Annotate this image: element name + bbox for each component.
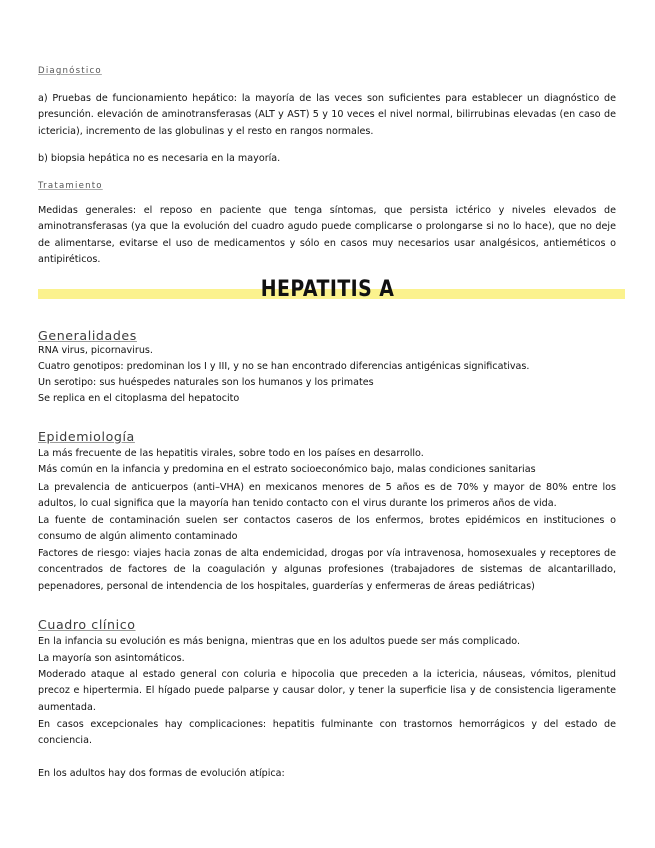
generalidades-heading: Generalidades — [38, 328, 137, 343]
generalidades-line-3: Un serotipo: sus huéspedes naturales son los humanos y los primates — [38, 377, 374, 388]
epidemiologia-paragraph-4: La fuente de contaminación suelen ser contactos caseros de los enfermos, brotes epidémicos en instituciones o consumo de algún alimento contaminado — [38, 515, 616, 543]
epidemiologia-heading: Epidemiología — [38, 429, 135, 444]
epidemiologia-paragraph-5: Factores de riesgo: viajes hacia zonas de alta endemicidad, drogas por vía intravenosa, homosexuales y receptores de concentrados de factores de la coagulación y algunas profesiones (trabajadores de sistemas de alcantarillado, pepenadores, personal de intendencia de los hospitales, guarderías y enfermeras de áreas pediátricas) — [38, 548, 616, 592]
generalidades-line-2: Cuatro genotipos: predominan los I y III, y no se han encontrado diferencias antigénicas significativas. — [38, 361, 530, 372]
generalidades-line-4: Se replica en el citoplasma del hepatocito — [38, 393, 240, 404]
page-title: HEPATITIS A — [260, 277, 395, 302]
epidemiologia-line-1: La más frecuente de las hepatitis virales, sobre todo en los países en desarrollo. — [38, 448, 424, 459]
diagnostico-paragraph-b: b) biopsia hepática no es necesaria en la mayoría. — [38, 153, 281, 164]
cuadro-paragraph-4: En casos excepcionales hay complicaciones: hepatitis fulminante con trastornos hemorrágicos y del estado de conciencia. — [38, 719, 616, 747]
cuadro-paragraph-3: Moderado ataque al estado general con coluria e hipocolia que preceden a la ictericia, náuseas, vómitos, plenitud precoz e hipertermia. El hígado puede palparse y causar dolor, y tener la superficie lisa y de consistencia ligeramente aumentada. — [38, 669, 616, 713]
tratamiento-paragraph: Medidas generales: el reposo en paciente que tenga síntomas, que persista ictérico y niveles elevados de aminotransferasas (ya que la evolución del cuadro agudo puede complicarse o prolongarse si no lo hace), que no deje de alimentarse, evitarse el uso de medicamentos y sólo en casos muy necesarios usar analgésicos, antieméticos o antipiréticos. — [38, 205, 616, 265]
cuadro-clinico-heading: Cuadro clínico — [38, 617, 136, 632]
cuadro-line-1: En la infancia su evolución es más benigna, mientras que en los adultos puede ser más complicado. — [38, 636, 521, 647]
diagnostico-heading: Diagnóstico — [38, 66, 102, 76]
tratamiento-heading: Tratamiento — [38, 181, 103, 191]
generalidades-line-1: RNA virus, picornavirus. — [38, 345, 153, 356]
epidemiologia-paragraph-3: La prevalencia de anticuerpos (anti–VHA) en mexicanos menores de 5 años es de 70% y mayor de 80% entre los adultos, lo cual significa que la mayoría han tenido contacto con el virus durante los primeros años de vida. — [38, 482, 616, 510]
epidemiologia-line-2: Más común en la infancia y predomina en el estrato socioeconómico bajo, malas condiciones sanitarias — [38, 464, 536, 475]
cuadro-line-2: La mayoría son asintomáticos. — [38, 653, 185, 664]
cuadro-line-5: En los adultos hay dos formas de evolución atípica: — [38, 768, 285, 779]
diagnostico-paragraph-a: a) Pruebas de funcionamiento hepático: la mayoría de las veces son suficientes para establecer un diagnóstico de presunción. elevación de aminotransferasas (ALT y AST) 5 y 10 veces el nivel normal, bilirrubinas elevadas (en caso de ictericia), incremento de las globulinas y el resto en rangos normales. — [38, 93, 616, 137]
